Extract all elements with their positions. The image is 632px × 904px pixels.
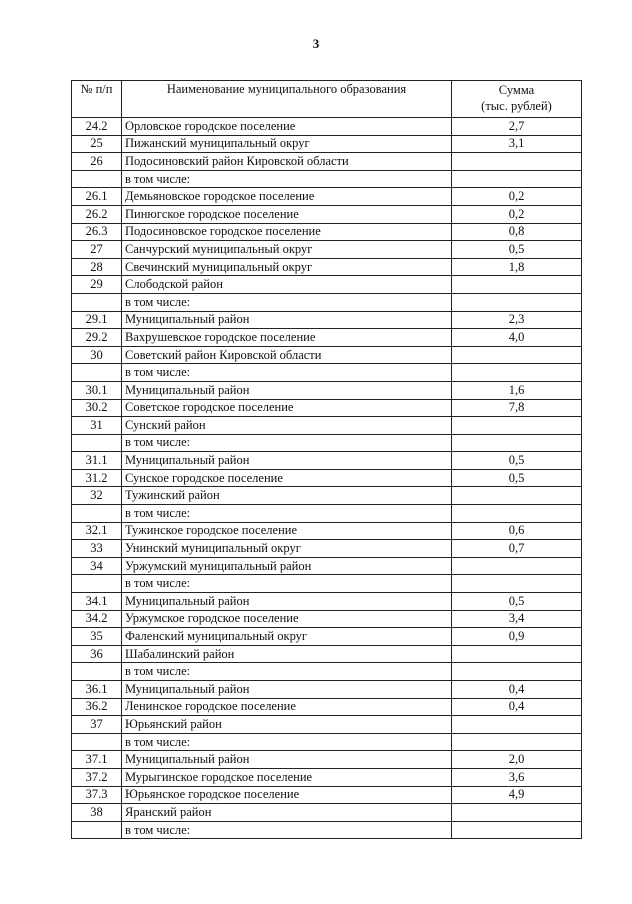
table-row: [72, 610, 582, 628]
row-number-cell: [72, 434, 122, 452]
row-number-cell: [72, 293, 122, 311]
table-row: [72, 821, 582, 839]
municipality-name-cell: Слободской район: [122, 276, 452, 294]
table-row: [72, 663, 582, 681]
row-number-cell: 32: [72, 487, 122, 505]
amount-cell: 0,5: [452, 469, 582, 487]
row-number-cell: 31.2: [72, 469, 122, 487]
municipality-name-cell: в том числе:: [122, 505, 452, 523]
municipality-name-cell: в том числе:: [122, 364, 452, 382]
table-row: [72, 417, 582, 435]
municipality-name-cell: Свечинский муниципальный округ: [122, 258, 452, 276]
municipality-name-cell: Вахрушевское городское поселение: [122, 329, 452, 347]
row-number-cell: [72, 821, 122, 839]
table-row: [72, 399, 582, 417]
table-row: [72, 364, 582, 382]
municipality-name-cell: Юрьянский район: [122, 716, 452, 734]
header-row: [72, 81, 582, 118]
amount-cell: 0,2: [452, 188, 582, 206]
amount-cell: [452, 276, 582, 294]
amount-cell: [452, 645, 582, 663]
table-row: [72, 311, 582, 329]
row-number-cell: 34: [72, 557, 122, 575]
municipality-name-cell: Муниципальный район: [122, 381, 452, 399]
row-number-cell: 36.2: [72, 698, 122, 716]
municipality-name-cell: Сунский район: [122, 417, 452, 435]
sum-header-line2: (тыс. рублей): [481, 99, 552, 113]
municipality-name-cell: Подосиновское городское поселение: [122, 223, 452, 241]
amount-cell: [452, 716, 582, 734]
municipality-name-cell: Советское городское поселение: [122, 399, 452, 417]
table-row: [72, 751, 582, 769]
row-number-cell: 32.1: [72, 522, 122, 540]
table-row: [72, 452, 582, 470]
row-number-cell: 34.1: [72, 593, 122, 611]
amount-cell: 7,8: [452, 399, 582, 417]
table-row: [72, 522, 582, 540]
table-row: [72, 241, 582, 259]
row-number-cell: 30.1: [72, 381, 122, 399]
amount-cell: [452, 505, 582, 523]
row-number-cell: 29.2: [72, 329, 122, 347]
municipality-name-cell: Пижанский муниципальный округ: [122, 135, 452, 153]
table-row: [72, 698, 582, 716]
table-row: [72, 188, 582, 206]
table-row: [72, 487, 582, 505]
table-header: [72, 81, 582, 118]
row-number-cell: 37.1: [72, 751, 122, 769]
table-row: [72, 593, 582, 611]
amount-cell: 0,4: [452, 681, 582, 699]
table-row: [72, 346, 582, 364]
amount-cell: [452, 557, 582, 575]
row-number-cell: 26.1: [72, 188, 122, 206]
row-number-cell: [72, 733, 122, 751]
row-number-cell: 36: [72, 645, 122, 663]
row-number-cell: [72, 505, 122, 523]
table-row: [72, 804, 582, 822]
row-number-cell: 30.2: [72, 399, 122, 417]
municipality-name-cell: Фаленский муниципальный округ: [122, 628, 452, 646]
amount-cell: 2,0: [452, 751, 582, 769]
municipality-name-cell: Мурыгинское городское поселение: [122, 768, 452, 786]
column-header-name: Наименование муниципального образования: [122, 81, 452, 118]
municipality-name-cell: Тужинское городское поселение: [122, 522, 452, 540]
table-row: [72, 276, 582, 294]
row-number-cell: 37.2: [72, 768, 122, 786]
row-number-cell: 38: [72, 804, 122, 822]
table-row: [72, 205, 582, 223]
table-row: [72, 329, 582, 347]
amount-cell: 0,6: [452, 522, 582, 540]
amount-cell: [452, 346, 582, 364]
table-row: [72, 118, 582, 136]
table-row: [72, 645, 582, 663]
amount-cell: [452, 804, 582, 822]
table-row: [72, 293, 582, 311]
sum-header-line1: Сумма: [498, 83, 535, 97]
row-number-cell: 37.3: [72, 786, 122, 804]
table-row: [72, 258, 582, 276]
table-row: [72, 628, 582, 646]
municipality-name-cell: Муниципальный район: [122, 311, 452, 329]
municipality-name-cell: Муниципальный район: [122, 452, 452, 470]
table-row: [72, 223, 582, 241]
row-number-cell: 35: [72, 628, 122, 646]
municipality-name-cell: Унинский муниципальный округ: [122, 540, 452, 558]
municipality-name-cell: Демьяновское городское поселение: [122, 188, 452, 206]
amount-cell: 2,3: [452, 311, 582, 329]
table-row: [72, 786, 582, 804]
municipality-name-cell: Муниципальный район: [122, 751, 452, 769]
municipality-name-cell: в том числе:: [122, 434, 452, 452]
amount-cell: 3,4: [452, 610, 582, 628]
row-number-cell: 27: [72, 241, 122, 259]
row-number-cell: 29: [72, 276, 122, 294]
row-number-cell: 28: [72, 258, 122, 276]
table-row: [72, 681, 582, 699]
municipality-name-cell: Шабалинский район: [122, 645, 452, 663]
amount-cell: 0,7: [452, 540, 582, 558]
amount-cell: 1,6: [452, 381, 582, 399]
row-number-cell: 26: [72, 153, 122, 171]
amount-cell: [452, 417, 582, 435]
amount-cell: [452, 663, 582, 681]
amount-cell: 0,8: [452, 223, 582, 241]
municipality-name-cell: Муниципальный район: [122, 593, 452, 611]
table-row: [72, 557, 582, 575]
row-number-cell: 37: [72, 716, 122, 734]
table-row: [72, 505, 582, 523]
table-row: [72, 170, 582, 188]
table-row: [72, 716, 582, 734]
amount-cell: 3,1: [452, 135, 582, 153]
table-row: [72, 153, 582, 171]
amount-cell: [452, 575, 582, 593]
municipality-name-cell: в том числе:: [122, 821, 452, 839]
page-number: 3: [312, 36, 320, 51]
row-number-cell: 25: [72, 135, 122, 153]
municipality-name-cell: в том числе:: [122, 575, 452, 593]
amount-cell: [452, 153, 582, 171]
amount-cell: 0,5: [452, 452, 582, 470]
municipality-name-cell: в том числе:: [122, 170, 452, 188]
amount-cell: [452, 364, 582, 382]
municipality-name-cell: Уржумский муниципальный район: [122, 557, 452, 575]
amount-cell: [452, 293, 582, 311]
municipality-name-cell: Юрьянское городское поселение: [122, 786, 452, 804]
row-number-cell: 33: [72, 540, 122, 558]
column-header-sum: [452, 81, 582, 118]
municipality-name-cell: Муниципальный район: [122, 681, 452, 699]
table-row: [72, 733, 582, 751]
municipality-name-cell: Ленинское городское поселение: [122, 698, 452, 716]
amount-cell: 0,5: [452, 593, 582, 611]
municipality-name-cell: Советский район Кировской области: [122, 346, 452, 364]
column-header-number: № п/п: [72, 81, 122, 118]
row-number-cell: 31: [72, 417, 122, 435]
amount-cell: [452, 487, 582, 505]
amount-cell: 0,5: [452, 241, 582, 259]
row-number-cell: 36.1: [72, 681, 122, 699]
row-number-cell: 31.1: [72, 452, 122, 470]
municipality-name-cell: Пинюгское городское поселение: [122, 205, 452, 223]
row-number-cell: [72, 170, 122, 188]
row-number-cell: 24.2: [72, 118, 122, 136]
municipality-name-cell: Сунское городское поселение: [122, 469, 452, 487]
amount-cell: [452, 170, 582, 188]
municipality-name-cell: Подосиновский район Кировской области: [122, 153, 452, 171]
amount-cell: 0,2: [452, 205, 582, 223]
row-number-cell: 30: [72, 346, 122, 364]
table-row: [72, 540, 582, 558]
amount-cell: 2,7: [452, 118, 582, 136]
allocation-table: [71, 80, 582, 839]
amount-cell: 3,6: [452, 768, 582, 786]
row-number-cell: 29.1: [72, 311, 122, 329]
amount-cell: 0,4: [452, 698, 582, 716]
table-row: [72, 768, 582, 786]
municipality-name-cell: в том числе:: [122, 733, 452, 751]
amount-cell: 4,0: [452, 329, 582, 347]
amount-cell: 4,9: [452, 786, 582, 804]
municipality-name-cell: Яранский район: [122, 804, 452, 822]
municipality-name-cell: в том числе:: [122, 293, 452, 311]
municipality-name-cell: Орловское городское поселение: [122, 118, 452, 136]
table-row: [72, 575, 582, 593]
municipality-name-cell: Тужинский район: [122, 487, 452, 505]
table-body: [72, 118, 582, 839]
row-number-cell: [72, 364, 122, 382]
amount-cell: 0,9: [452, 628, 582, 646]
row-number-cell: 26.2: [72, 205, 122, 223]
municipality-name-cell: в том числе:: [122, 663, 452, 681]
amount-cell: [452, 821, 582, 839]
table-row: [72, 135, 582, 153]
municipality-name-cell: Санчурский муниципальный округ: [122, 241, 452, 259]
table-row: [72, 381, 582, 399]
row-number-cell: 26.3: [72, 223, 122, 241]
row-number-cell: 34.2: [72, 610, 122, 628]
amount-cell: [452, 434, 582, 452]
amount-cell: 1,8: [452, 258, 582, 276]
row-number-cell: [72, 663, 122, 681]
table-row: [72, 434, 582, 452]
amount-cell: [452, 733, 582, 751]
municipality-name-cell: Уржумское городское поселение: [122, 610, 452, 628]
table-row: [72, 469, 582, 487]
row-number-cell: [72, 575, 122, 593]
